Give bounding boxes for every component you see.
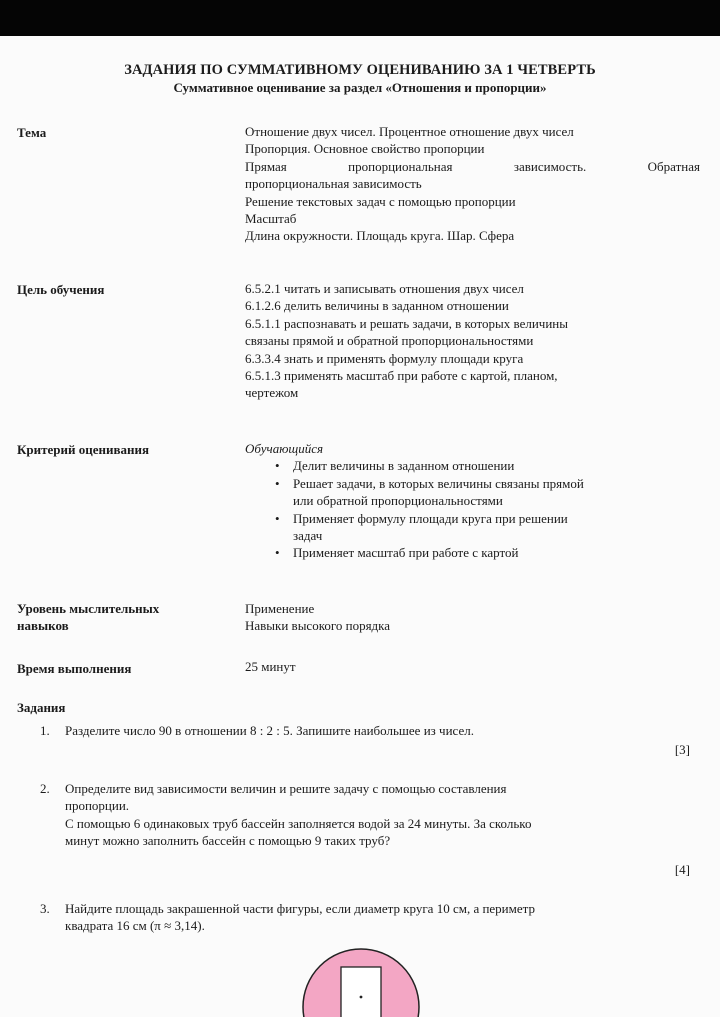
goal-line: 6.1.2.6 делить величины в заданном отношении — [245, 298, 509, 314]
topic-line-justified — [245, 158, 700, 175]
bullet-icon: • — [275, 545, 280, 561]
bullet-text: Применяет масштаб при работе с картой — [293, 545, 519, 561]
task-number: 3. — [40, 901, 50, 916]
topic-line: Длина окружности. Площадь круга. Шар. Сфера — [245, 228, 515, 244]
task-score: [3] — [674, 742, 690, 757]
time-label: Время выполнения — [17, 661, 132, 676]
goal-line: 6.3.3.4 знать и применять формулу площади круга — [245, 350, 524, 366]
inner-square — [341, 967, 381, 1017]
goal-line: 6.5.1.1 распознавать и решать задачи, в которых величины — [245, 315, 568, 331]
goal-line: связаны прямой и обратной пропорциональностями — [245, 333, 534, 349]
top-black-bar — [0, 0, 720, 36]
task-item — [40, 722, 690, 739]
circle-square-figure — [296, 941, 426, 1017]
goal-line: 6.5.2.1 читать и записывать отношения двух чисел — [245, 281, 524, 296]
task-line: минут можно заполнить бассейн с помощью 9 таких труб? — [65, 833, 391, 849]
topic-line-word: Обратная — [647, 158, 700, 174]
task-score: [4] — [674, 862, 690, 877]
criteria-bullet — [245, 544, 700, 561]
criteria-bullet — [245, 457, 700, 474]
document-title: ЗАДАНИЯ ПО СУММАТИВНОМУ ОЦЕНИВАНИЮ ЗА 1 ЧЕТВЕРТЬ — [124, 62, 596, 78]
task-item — [40, 900, 690, 935]
task-line: пропорции. — [65, 798, 130, 814]
goal-line: чертежом — [245, 385, 299, 401]
criteria-value — [245, 440, 700, 562]
topic-value — [245, 123, 700, 245]
level-line: Применение — [245, 601, 315, 616]
document-subtitle: Суммативное оценивание за раздел «Отношения и пропорции» — [173, 80, 547, 95]
topic-line: Отношение двух чисел. Процентное отношение двух чисел — [245, 124, 574, 139]
task-line: С помощью 6 одинаковых труб бассейн заполняется водой за 24 минуты. За сколько — [65, 815, 532, 831]
level-line: Навыки высокого порядка — [245, 618, 391, 634]
task-line: Найдите площадь закрашенной части фигуры, если диаметр круга 10 см, а периметр — [65, 901, 535, 916]
task-line: квадрата 16 см (π ≈ 3,14). — [65, 918, 205, 934]
task-line: Разделите число 90 в отношении 8 : 2 : 5. Запишите наибольшее из чисел. — [65, 723, 474, 738]
criteria-bullet — [245, 475, 700, 510]
task-item — [40, 780, 690, 850]
topic-line: Решение текстовых задач с помощью пропорции — [245, 193, 516, 209]
level-label-line: навыков — [17, 618, 69, 633]
tasks-heading: Задания — [17, 700, 66, 715]
topic-line: Масштаб — [245, 211, 297, 227]
bullet-text: Применяет формулу площади круга при решении — [293, 510, 568, 526]
topic-line-word: Прямая — [245, 158, 287, 174]
criteria-intro: Обучающийся — [245, 441, 324, 456]
document-page — [0, 36, 720, 1017]
criteria-label: Критерий оценивания — [17, 442, 150, 457]
task-line: Определите вид зависимости величин и решите задачу с помощью составления — [65, 781, 507, 796]
time-value: 25 минут — [245, 659, 296, 674]
bullet-text: Делит величины в заданном отношении — [293, 458, 515, 474]
topic-label: Тема — [17, 125, 47, 140]
topic-line-word: пропорциональная — [348, 158, 453, 174]
bullet-text: или обратной пропорциональностями — [293, 493, 503, 509]
topic-line: Пропорция. Основное свойство пропорции — [245, 141, 485, 157]
criteria-bullet — [245, 510, 700, 545]
level-value — [245, 600, 700, 635]
level-label-line: Уровень мыслительных — [17, 601, 160, 616]
topic-line: пропорциональная зависимость — [245, 176, 422, 192]
task-number: 1. — [40, 723, 50, 738]
bullet-text: задач — [293, 528, 323, 544]
task-number: 2. — [40, 781, 50, 796]
goal-line: 6.5.1.3 применять масштаб при работе с картой, планом, — [245, 368, 558, 384]
goal-label: Цель обучения — [17, 282, 105, 297]
level-label — [17, 600, 159, 634]
bullet-icon: • — [275, 475, 280, 491]
topic-line-word: зависимость. — [513, 158, 587, 174]
bullet-icon: • — [275, 510, 280, 526]
goal-value — [245, 280, 700, 402]
center-point — [360, 996, 363, 999]
bullet-icon: • — [275, 458, 280, 474]
bullet-text: Решает задачи, в которых величины связаны прямой — [293, 475, 584, 491]
